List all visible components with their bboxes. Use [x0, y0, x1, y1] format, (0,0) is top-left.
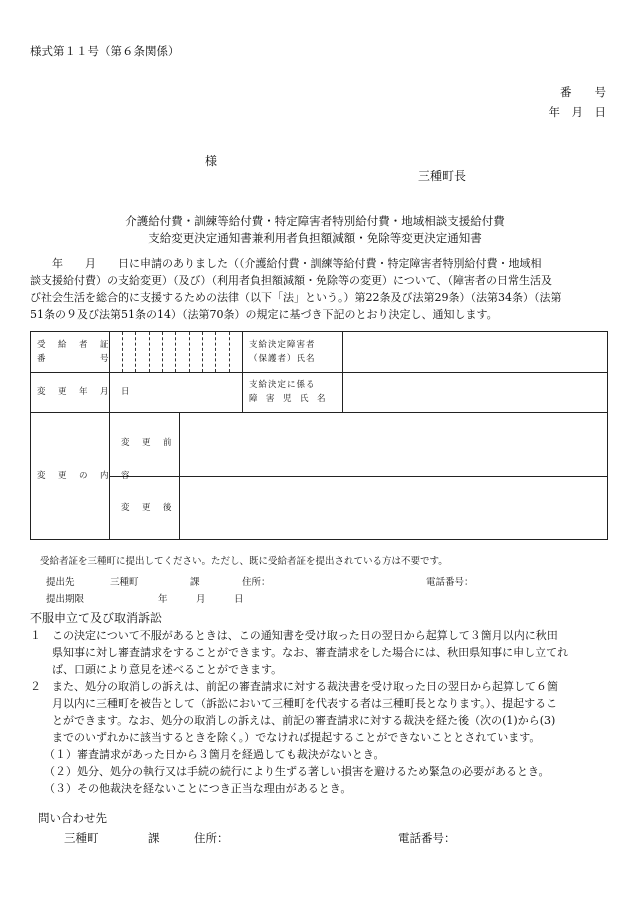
child-name-label-top: 支給決定に係る	[249, 380, 316, 390]
appeal-paragraph-line: とができます。なお、処分の取消しの訴えは、前記の審査請求に対する裁決を経た後（次の(1)から(3)	[30, 714, 556, 727]
address-label: 住所：	[242, 577, 271, 588]
before-change-label: 変 更 前	[121, 438, 174, 448]
child-name-label-bottom: 障 害 児 氏 名	[249, 394, 326, 404]
submission-notice: 受給者証を三種町に提出してください。ただし、既に受給者証を提出されている方は不要です。	[40, 556, 448, 567]
contact-section-suffix: 課	[148, 831, 160, 845]
submission-destination-row	[46, 574, 474, 588]
appeal-item: （３）その他裁決を経ないことにつき正当な理由があるとき。	[44, 782, 352, 795]
table-rule	[109, 476, 607, 477]
digit-divider	[135, 332, 136, 372]
digit-divider	[189, 332, 190, 372]
document-title-line1: 介護給付費・訓練等給付費・特定障害者特別給付費・地域相談支援給付費	[125, 214, 505, 228]
appeal-paragraph-line: １ この決定について不服があるときは、この通知書を受け取った日の翌日から起算して３箇月以内に秋田	[30, 629, 558, 642]
recipient-number-label-top: 受 給 者 証	[37, 340, 111, 350]
digit-divider	[215, 332, 216, 372]
digit-divider	[122, 332, 123, 372]
guardian-name-label-top: 支給決定障害者	[249, 340, 316, 350]
deadline-date: 年 月 日	[158, 594, 244, 605]
deadline-label: 提出期限	[46, 594, 85, 605]
digit-divider	[202, 332, 203, 372]
appeal-paragraph-line: までのいずれかに該当するときを除く。）でなければ提起することができないこととされています。	[30, 731, 541, 744]
sender-name: 三種町長	[418, 169, 467, 183]
change-date-label: 変 更 年 月 日	[37, 387, 132, 397]
appeal-heading: 不服申立て及び取消訴訟	[30, 611, 163, 625]
contact-town: 三種町	[64, 831, 99, 845]
section-suffix: 課	[190, 577, 200, 588]
digit-divider	[229, 332, 230, 372]
addressee-suffix: 様	[205, 154, 218, 168]
form-number: 様式第１１号（第６条関係）	[30, 44, 180, 58]
contact-address-label: 住所：	[194, 831, 229, 845]
contact-phone-label: 電話番号：	[398, 831, 456, 845]
appeal-paragraph-line: 県知事に対し審査請求をすることができます。なお、審査請求をした場合には、秋田県知事に申し立てれ	[30, 646, 569, 659]
digit-divider	[175, 332, 176, 372]
appeal-paragraph-line: ２ また、処分の取消しの訴えは、前記の審査請求に対する裁決書を受け取った日の翌日から起算して６箇	[30, 680, 558, 693]
intro-line: 年 月 日に申請のありました（（介護給付費・訓練等給付費・特定障害者特別給付費・地域相	[30, 257, 542, 270]
table-rule	[342, 332, 343, 412]
appeal-paragraph-line: ば、口頭により意見を述べることができます。	[30, 663, 283, 676]
recipient-number-label-bottom: 番 号	[37, 354, 111, 364]
intro-line: 談支援給付費）の支給変更）（及び）（利用者負担額減額・免除等の変更）について、（障害者の日常生活及	[30, 274, 553, 287]
table-rule	[242, 332, 243, 412]
intro-paragraph	[30, 255, 610, 323]
submission-deadline-row	[46, 591, 244, 605]
guardian-name-label-bottom: （保護者）氏名	[249, 354, 316, 364]
appeal-paragraph-line: 月以内に三種町を被告として（訴訟において三種町を代表する者は三種町長となります。）、提起するこ	[30, 697, 558, 710]
after-change-label: 変 更 後	[121, 503, 174, 513]
contact-heading: 問い合わせ先	[38, 811, 107, 825]
appeal-item: （２）処分、処分の執行又は手続の続行により生ずる著しい損害を避けるため緊急の必要があるとき。	[44, 765, 550, 778]
appeal-item: （１）審査請求があった日から３箇月を経過しても裁決がないとき。	[44, 748, 385, 761]
digit-divider	[162, 332, 163, 372]
phone-label: 電話番号：	[426, 577, 474, 588]
table-rule	[31, 372, 607, 373]
submit-to-label: 提出先	[46, 577, 75, 588]
change-content-label: 変 更 の 内 容	[37, 471, 132, 481]
submit-to-town: 三種町	[110, 577, 139, 588]
digit-divider	[149, 332, 150, 372]
reference-number-label: 番 号	[560, 85, 606, 99]
table-rule	[179, 412, 180, 539]
intro-line: 51条の９及び法第51条の14）（法第70条）の規定に基づき下記のとおり決定し、通知します。	[30, 308, 498, 321]
document-title-line2: 支給変更決定通知書兼利用者負担額減額・免除等変更決定通知書	[148, 231, 482, 245]
issue-date-label: 年 月 日	[548, 105, 606, 119]
table-rule	[31, 412, 607, 413]
decision-table	[30, 331, 608, 540]
contact-row	[30, 830, 610, 848]
intro-line: び社会生活を総合的に支援するための法律（以下「法」という。）第22条及び法第29条）（法第34条）（法第	[30, 291, 562, 304]
